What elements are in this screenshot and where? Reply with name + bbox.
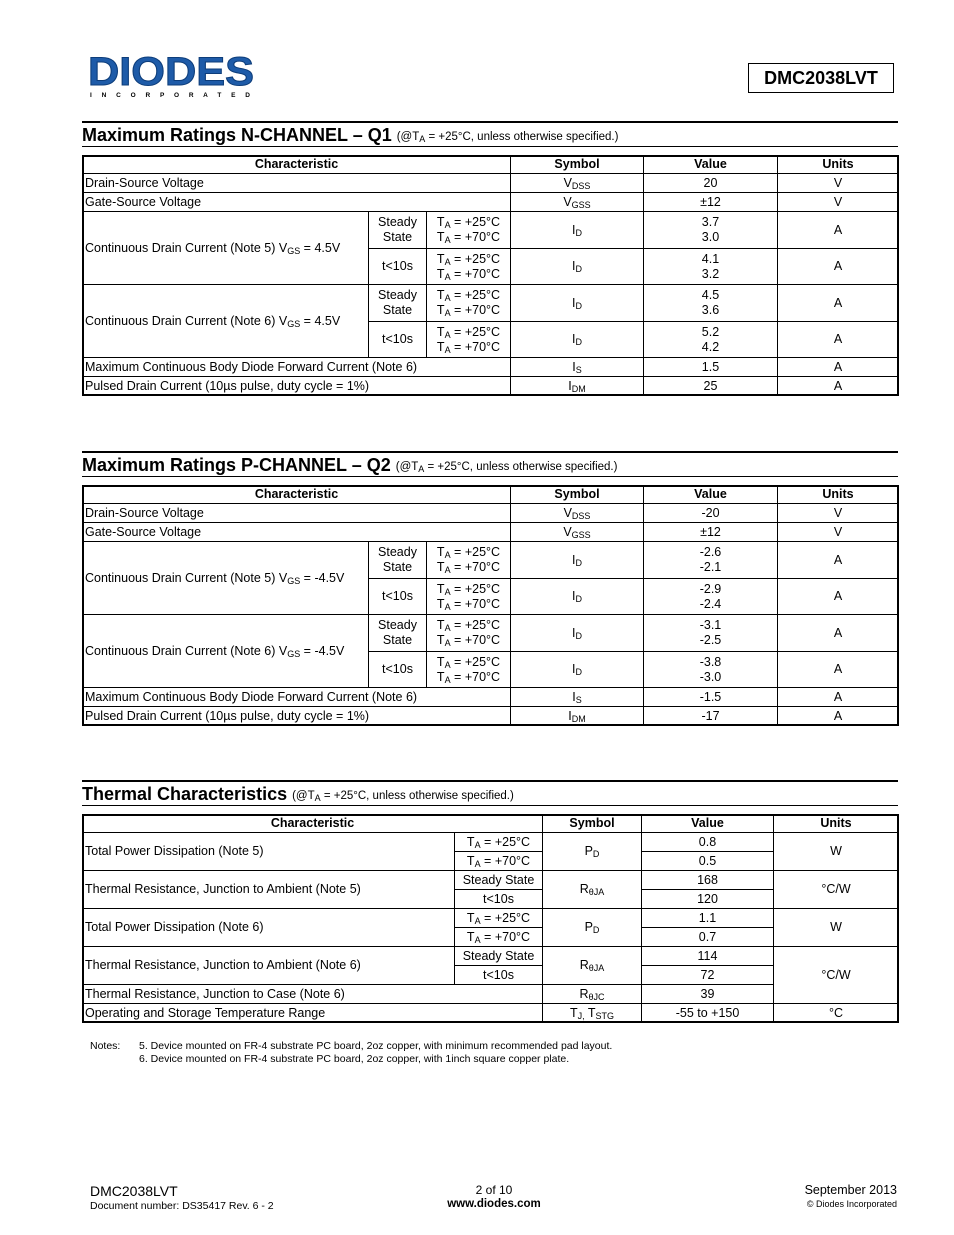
table-row: Continuous Drain Current (Note 5) $V_{GS} = 4.5V$ Steady State $T_A = +25^\circ C$ $T_A = +70^\circ C$ $I_D$ 3.7 3.0 A <box>83 212 899 249</box>
table-row: Pulsed Drain Current (10µs pulse, duty cycle = 1%) $I_{DM}$ -17 A <box>83 707 899 726</box>
table-row: t<10s 120 <box>83 890 899 909</box>
section-condition: ($@T_A = +25^\circ C$, unless otherwise specified.) <box>292 790 514 803</box>
diodes-logo <box>88 52 263 100</box>
table-row: Operating and Storage Temperature Range $T_{J,}$ $T_{STG}$ -55 to +150 °C <box>83 1004 899 1023</box>
footer-left <box>90 1183 274 1213</box>
notes-label: Notes: <box>90 1040 121 1052</box>
table-row: Maximum Continuous Body Diode Forward Current (Note 6) $I_S$ -1.5 A <box>83 688 899 707</box>
logo-wordmark: DIODES <box>88 52 254 94</box>
table-row: Drain-Source Voltage $V_{DSS}$ 20 V <box>83 174 899 193</box>
table-row: Total Power Dissipation (Note 5) $T_A = +25^\circ C$ $P_D$ 0.8 W <box>83 833 899 852</box>
footer-part: DMC2038LVT <box>90 1183 178 1199</box>
n-channel-heading <box>82 121 898 147</box>
footer-docnum: Document number: DS35417 Rev. 6 - 2 <box>90 1200 274 1212</box>
p-channel-heading <box>82 451 898 477</box>
footer-right <box>805 1183 897 1211</box>
table-row: Pulsed Drain Current (10µs pulse, duty cycle = 1%) $I_{DM}$ 25 A <box>83 377 899 396</box>
table-row: Gate-Source Voltage $V_{GSS}$ ±12 V <box>83 523 899 542</box>
table-row: Thermal Resistance, Junction to Case (Note 6) $R_{\theta JC}$ 39 <box>83 985 899 1004</box>
table-row: t<10s 72 <box>83 966 899 985</box>
table-row: Thermal Resistance, Junction to Ambient (Note 5) Steady State $R_{\theta JA}$ 168 °C/W <box>83 871 899 890</box>
logo-subtext: I N C O R P O R A T E D <box>90 92 250 99</box>
section-title: Maximum Ratings P-CHANNEL – Q2 <box>82 455 391 475</box>
table-row: Gate-Source Voltage $V_{GSS}$ ±12 V <box>83 193 899 212</box>
table-row: t<10s $T_A = +25^\circ C$ $T_A = +70^\circ C$ $I_D$ 5.2 4.2 A <box>83 322 899 358</box>
footer-date: September 2013 <box>804 1183 897 1197</box>
section-condition: ($@T_A = +25^\circ C$, unless otherwise specified.) <box>395 461 618 474</box>
part-number-box: DMC2038LVT <box>748 63 894 93</box>
table-row: Continuous Drain Current (Note 6) $V_{GS} = -4.5V$ Steady State $T_A = +25^\circ C$ $T_A = +70^\circ C$ $I_D$ -3.1 -2.5 A <box>83 615 899 652</box>
table-row: t<10s $T_A = +25^\circ C$ $T_A = +70^\circ C$ $I_D$ 4.1 3.2 A <box>83 249 899 285</box>
table-row: Drain-Source Voltage $V_{DSS}$ -20 V <box>83 504 899 523</box>
table-row: Total Power Dissipation (Note 6) $T_A = +25^\circ C$ $P_D$ 1.1 W <box>83 909 899 928</box>
footer-center <box>394 1183 594 1212</box>
thermal-table: Characteristic Symbol Value Units Total Power Dissipation (Note 5) $T_A = +25^\circ C$ $P_D$ 0.8 W $T_A = +70^\circ C$ 0.5 Thermal Resistance, Junction to Ambient (Note 5) Steady State $R_{\theta JA}$ 168 °C/W t<10s 120 Total Power Dissipation (Note 6) $T_A = +25^\circ C$ $P_D$ 1.1 W $T_A = +70^\circ C$ 0.7 Thermal Resistance, Junction to Ambient (Note 6) Steady State $R_{\theta JA}$ 114 °C/W t<10s 72 Thermal Resistance, Junction to Case (Note 6) $R_{\theta JC}$ 39 Operating and Storage Temperature Range $T_{J,}$ $T_{STG}$ -55 to +150 °C <box>82 814 899 1023</box>
table-row: Continuous Drain Current (Note 5) $V_{GS} = -4.5V$ Steady State $T_A = +25^\circ C$ $T_A = +70^\circ C$ $I_D$ -2.6 -2.1 A <box>83 542 899 579</box>
table-row: $T_A = +70^\circ C$ 0.5 <box>83 852 899 871</box>
section-condition: ($@T_A = +25^\circ C$, unless otherwise specified.) <box>396 131 619 144</box>
footer-page: 2 of 10 <box>475 1183 513 1197</box>
n-channel-table: Characteristic Symbol Value Units Drain-Source Voltage $V_{DSS}$ 20 V Gate-Source Voltage $V_{GSS}$ ±12 V Continuous Drain Current (Note 5) $V_{GS} = 4.5V$ Steady State $T_A = +25^\circ C$ $T_A = +70^\circ C$ $I_D$ 3.7 3.0 A t<10s $T_A = +25^\circ C$ $T_A = +70^\circ C$ $I_D$ 4.1 3.2 A Continuous Drain Current (Note 6) $V_{GS} = 4.5V$ Steady State $T_A = +25^\circ C$ $T_A = +70^\circ C$ $I_D$ 4.5 3.6 A t<10s $T_A = +25^\circ C$ $T_A = +70^\circ C$ $I_D$ 5.2 4.2 A Maximum Continuous Body Diode Forward Current (Note 6) $I_S$ 1.5 A Pulsed Drain Current (10µs pulse, duty cycle = 1%) $I_{DM}$ 25 A <box>82 155 899 396</box>
note-6: 6. Device mounted on FR-4 substrate PC board, 2oz copper, with 1inch square copper plate. <box>139 1053 570 1065</box>
table-row: Maximum Continuous Body Diode Forward Current (Note 6) $I_S$ 1.5 A <box>83 358 899 377</box>
table-row: $T_A = +70^\circ C$ 0.7 <box>83 928 899 947</box>
note-5: 5. Device mounted on FR-4 substrate PC board, 2oz copper, with minimum recommended pad layout. <box>139 1040 613 1052</box>
footer-url[interactable]: www.diodes.com <box>447 1198 541 1210</box>
section-title: Maximum Ratings N-CHANNEL – Q1 <box>82 125 392 145</box>
footer-copyright: © Diodes Incorporated <box>806 1199 897 1209</box>
table-row: t<10s $T_A = +25^\circ C$ $T_A = +70^\circ C$ $I_D$ -2.9 -2.4 A <box>83 579 899 615</box>
section-title: Thermal Characteristics <box>82 784 288 804</box>
table-row: t<10s $T_A = +25^\circ C$ $T_A = +70^\circ C$ $I_D$ -3.8 -3.0 A <box>83 652 899 688</box>
table-row: Thermal Resistance, Junction to Ambient (Note 6) Steady State $R_{\theta JA}$ 114 °C/W <box>83 947 899 966</box>
p-channel-table: Characteristic Symbol Value Units Drain-Source Voltage $V_{DSS}$ -20 V Gate-Source Voltage $V_{GSS}$ ±12 V Continuous Drain Current (Note 5) $V_{GS} = -4.5V$ Steady State $T_A = +25^\circ C$ $T_A = +70^\circ C$ $I_D$ -2.6 -2.1 A t<10s $T_A = +25^\circ C$ $T_A = +70^\circ C$ $I_D$ -2.9 -2.4 A Continuous Drain Current (Note 6) $V_{GS} = -4.5V$ Steady State $T_A = +25^\circ C$ $T_A = +70^\circ C$ $I_D$ -3.1 -2.5 A t<10s $T_A = +25^\circ C$ $T_A = +70^\circ C$ $I_D$ -3.8 -3.0 A Maximum Continuous Body Diode Forward Current (Note 6) $I_S$ -1.5 A Pulsed Drain Current (10µs pulse, duty cycle = 1%) $I_{DM}$ -17 A <box>82 485 899 726</box>
table-row: Continuous Drain Current (Note 6) $V_{GS} = 4.5V$ Steady State $T_A = +25^\circ C$ $T_A = +70^\circ C$ $I_D$ 4.5 3.6 A <box>83 285 899 322</box>
thermal-heading <box>82 780 898 806</box>
